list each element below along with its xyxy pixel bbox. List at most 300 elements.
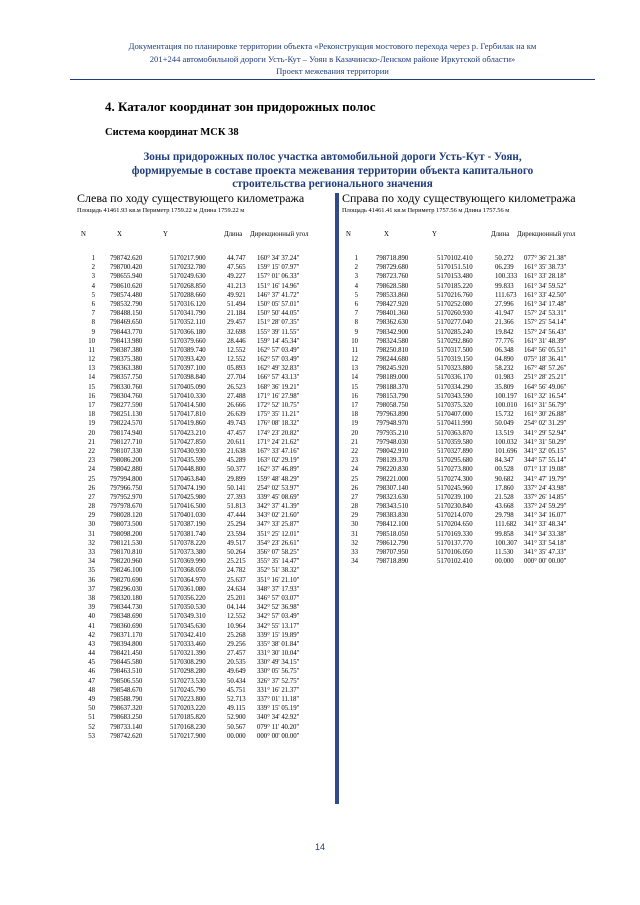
point-number: 2 <box>354 264 358 272</box>
segment-length: 52.900 <box>227 714 246 722</box>
coord-x: 798387.380 <box>110 346 143 354</box>
direction-angle: 160° 34' 37.24" <box>257 255 300 262</box>
point-number: 29 <box>88 512 95 520</box>
direction-angle: 151° 28' 07.35" <box>257 319 300 327</box>
document-title-line-2: формируемые в составе проекта межевания территории объекта капитального <box>131 164 534 177</box>
header-n: N <box>81 231 86 238</box>
table-row <box>77 511 334 520</box>
direction-angle: 162° 57' 03.49" <box>257 346 300 354</box>
table-row <box>342 493 602 502</box>
table-row <box>77 392 334 401</box>
coord-y: 5170416.500 <box>170 503 206 511</box>
table-row <box>77 401 334 410</box>
table-row <box>77 548 334 557</box>
point-number: 17 <box>351 402 358 409</box>
coord-y: 5170153.480 <box>437 273 473 281</box>
segment-length: 111.682 <box>495 521 517 529</box>
header-line-3: Проект межевания территории <box>276 66 389 76</box>
segment-length: 111.673 <box>495 291 517 299</box>
header-x: X <box>117 231 122 238</box>
coord-y: 5170277.040 <box>437 319 473 327</box>
coord-x: 798421.450 <box>110 650 143 658</box>
direction-angle: 167° 33' 47.16" <box>257 447 300 455</box>
segment-length: 32.698 <box>227 328 246 336</box>
point-number: 21 <box>351 438 358 446</box>
direction-angle: 161° 30' 26.88" <box>524 411 567 419</box>
segment-length: 49.743 <box>227 420 246 428</box>
coord-x: 798363.380 <box>110 365 143 373</box>
coord-x: 798723.760 <box>376 273 409 281</box>
section-title: 4. Каталог координат зон придорожных полос <box>105 99 376 114</box>
table-row <box>77 658 334 667</box>
table-row <box>342 401 602 410</box>
segment-length: 21.184 <box>227 310 246 318</box>
direction-angle: 176° 08' 18.32" <box>257 420 300 428</box>
header-x: X <box>384 231 389 238</box>
direction-angle: 162° 37' 46.89" <box>257 466 300 474</box>
point-number: 48 <box>88 686 95 694</box>
point-number: 33 <box>351 549 358 556</box>
table-row <box>342 502 602 511</box>
coord-y: 5170352.110 <box>170 319 206 327</box>
coord-y: 5170245.790 <box>170 686 206 694</box>
header-angle: Дирекционный угол <box>517 231 576 238</box>
coord-y: 5170379.660 <box>170 337 206 345</box>
point-number: 33 <box>88 549 95 556</box>
coord-y: 5170341.790 <box>170 310 206 318</box>
coord-y: 5170168.230 <box>170 723 206 731</box>
direction-angle: 337° 24' 59.29" <box>524 503 567 511</box>
coord-x: 798174.940 <box>110 429 143 437</box>
coord-x: 798413.980 <box>110 337 143 345</box>
header-angle: Дирекционный угол <box>250 231 309 238</box>
coord-x: 798588.790 <box>110 696 143 703</box>
direction-angle: 254° 02' 53.97" <box>257 484 300 492</box>
direction-angle: 164° 56' 05.51" <box>524 346 567 354</box>
left-heading: Слева по ходу существующего километража <box>77 191 305 205</box>
coord-x: 798463.510 <box>110 668 143 676</box>
coord-y: 5170239.100 <box>437 493 473 501</box>
coord-x: 798469.650 <box>110 319 143 327</box>
point-number: 27 <box>351 493 358 501</box>
point-number: 46 <box>88 668 95 676</box>
point-number: 28 <box>88 503 95 511</box>
point-number: 21 <box>88 438 95 446</box>
direction-angle: 342° 37' 41.39" <box>257 503 300 511</box>
table-row <box>77 364 334 373</box>
point-number: 24 <box>351 466 358 474</box>
coord-y: 5170410.330 <box>170 392 206 400</box>
point-number: 26 <box>351 484 358 492</box>
direction-angle: 171° 16' 27.98" <box>257 392 300 400</box>
table-row <box>342 383 602 392</box>
point-number: 5 <box>91 291 95 299</box>
table-row <box>342 364 602 373</box>
coord-x: 798139.370 <box>376 457 409 465</box>
coord-x: 798532.790 <box>110 300 143 308</box>
point-number: 51 <box>88 714 95 722</box>
coord-x: 797948.030 <box>376 438 409 446</box>
coord-x: 798153.790 <box>376 392 409 400</box>
point-number: 30 <box>351 521 358 529</box>
table-row <box>77 520 334 529</box>
table-row <box>77 465 334 474</box>
segment-length: 100.333 <box>495 273 518 281</box>
segment-length: 27.393 <box>227 493 246 501</box>
point-number: 30 <box>88 521 95 529</box>
segment-length: 01.983 <box>495 374 514 382</box>
table-row <box>77 493 334 502</box>
right-table-body <box>342 254 602 566</box>
point-number: 15 <box>88 383 95 391</box>
coord-x: 798742.620 <box>110 732 143 740</box>
table-row <box>342 373 602 382</box>
coord-x: 798220.960 <box>110 558 143 566</box>
point-number: 2 <box>91 264 95 272</box>
segment-length: 04.890 <box>495 356 514 364</box>
direction-angle: 167° 48' 57.26" <box>524 365 567 373</box>
coord-y: 5170398.840 <box>170 374 206 382</box>
coord-x: 798245.920 <box>376 365 409 373</box>
direction-angle: 356° 07' 58.25" <box>257 549 300 556</box>
point-number: 7 <box>354 310 358 318</box>
direction-angle: 331° 30' 10.04" <box>257 650 300 658</box>
segment-length: 51.813 <box>227 503 246 511</box>
left-column-headers <box>77 230 334 240</box>
direction-angle: 000° 00' 00.00" <box>257 732 300 740</box>
left-table-body <box>77 254 334 741</box>
segment-length: 41.213 <box>227 282 246 290</box>
point-number: 10 <box>88 337 95 345</box>
point-number: 18 <box>88 411 95 419</box>
coord-x: 798343.510 <box>376 503 409 511</box>
point-number: 8 <box>91 319 95 327</box>
coord-y: 5170359.580 <box>437 438 473 446</box>
coord-y: 5170430.930 <box>170 447 206 455</box>
segment-length: 52.713 <box>227 696 246 703</box>
segment-length: 29.457 <box>227 319 246 327</box>
table-row <box>77 291 334 300</box>
table-row <box>77 631 334 640</box>
segment-length: 26.639 <box>227 411 246 419</box>
coord-x: 798700.420 <box>110 264 143 272</box>
coord-y: 5170364.970 <box>170 576 206 584</box>
segment-length: 84.347 <box>495 457 514 465</box>
coord-x: 798320.180 <box>110 594 143 602</box>
direction-angle: 352° 51' 38.32" <box>257 567 300 575</box>
direction-angle: 162° 57' 03.49" <box>257 356 300 364</box>
column-divider <box>335 193 339 804</box>
direction-angle: 340° 34' 42.92" <box>257 714 300 722</box>
segment-length: 49.227 <box>227 273 246 281</box>
coord-y: 5170106.050 <box>437 549 473 556</box>
coord-x: 798251.130 <box>110 411 143 419</box>
segment-length: 25.201 <box>227 594 246 602</box>
direction-angle: 000° 00' 00.00" <box>524 558 567 566</box>
point-number: 42 <box>88 631 95 639</box>
direction-angle: 341° 32' 05.15" <box>524 447 567 455</box>
coord-x: 798610.620 <box>110 282 143 290</box>
direction-angle: 157° 24' 53.31" <box>524 310 567 318</box>
segment-length: 00.000 <box>227 732 246 740</box>
segment-length: 50.141 <box>227 484 246 492</box>
table-row <box>342 346 602 355</box>
coord-y: 5170214.070 <box>437 512 473 520</box>
coord-y: 5170230.840 <box>437 503 473 511</box>
coord-x: 798296.030 <box>110 585 143 593</box>
direction-angle: 151° 16' 14.96" <box>257 282 300 290</box>
table-row <box>77 640 334 649</box>
coord-x: 798028.120 <box>110 512 143 520</box>
direction-angle: 355° 35' 14.47" <box>257 558 300 566</box>
coord-y: 5170327.890 <box>437 447 473 455</box>
direction-angle: 331° 16' 21.37" <box>257 686 300 694</box>
coord-y: 5170361.080 <box>170 585 206 593</box>
direction-angle: 337° 01' 11.18" <box>257 696 300 703</box>
direction-angle: 330° 05' 56.75" <box>257 668 300 676</box>
point-number: 4 <box>354 282 358 290</box>
coord-y: 5170274.300 <box>437 475 473 483</box>
coord-x: 798718.890 <box>376 558 409 566</box>
coord-y: 5170397.100 <box>170 365 206 373</box>
direction-angle: 174° 23' 20.82" <box>257 429 300 437</box>
coord-x: 797935.210 <box>376 429 409 437</box>
coord-x: 798375.380 <box>110 356 143 364</box>
direction-angle: 254° 02' 31.29" <box>524 420 567 428</box>
point-number: 36 <box>88 576 95 584</box>
direction-angle: 162° 49' 32.83" <box>257 365 300 373</box>
coord-x: 797966.750 <box>110 484 143 492</box>
point-number: 12 <box>351 356 358 364</box>
coord-x: 798270.690 <box>110 576 143 584</box>
coord-x: 798107.330 <box>110 447 143 455</box>
table-row <box>77 328 334 337</box>
table-row <box>77 263 334 272</box>
table-row <box>77 475 334 484</box>
coord-x: 798742.620 <box>110 255 143 262</box>
coord-y: 5170414.500 <box>170 402 206 409</box>
coord-y: 5170295.680 <box>437 457 473 465</box>
document-title-line-3: строительства регионального значения <box>232 178 433 190</box>
segment-length: 17.860 <box>495 484 514 492</box>
point-number: 1 <box>91 255 95 262</box>
segment-length: 27.457 <box>227 650 246 658</box>
coord-y: 5170448.800 <box>170 466 206 474</box>
point-number: 43 <box>88 640 95 648</box>
direction-angle: 163° 02' 29.19" <box>257 457 300 465</box>
direction-angle: 166° 57' 43.13" <box>257 374 300 382</box>
point-number: 6 <box>91 300 95 308</box>
point-number: 7 <box>91 310 95 318</box>
segment-length: 11.530 <box>495 549 514 556</box>
table-row <box>77 594 334 603</box>
segment-length: 29.798 <box>495 512 514 520</box>
point-number: 44 <box>88 650 95 658</box>
direction-angle: 161° 33' 28.18" <box>524 273 567 281</box>
coord-x: 798073.500 <box>110 521 143 529</box>
direction-angle: 335° 38' 01.84" <box>257 640 300 648</box>
point-number: 31 <box>351 530 358 538</box>
coord-y: 5170366.180 <box>170 328 206 336</box>
coord-x: 798612.790 <box>376 539 409 547</box>
coord-x: 798246.100 <box>110 567 143 575</box>
coord-y: 5170169.330 <box>437 530 473 538</box>
direction-angle: 161° 31' 56.79" <box>524 402 567 409</box>
direction-angle: 339° 15' 05.19" <box>257 705 300 713</box>
coord-x: 798445.580 <box>110 659 143 667</box>
segment-length: 24.634 <box>227 585 246 593</box>
header-length: Длина <box>224 231 243 238</box>
page-number: 14 <box>314 842 325 852</box>
segment-length: 00.528 <box>495 466 514 474</box>
table-row <box>77 438 334 447</box>
coord-y: 5170308.290 <box>170 659 206 667</box>
segment-length: 27.996 <box>495 300 514 308</box>
table-row <box>77 337 334 346</box>
coord-x: 798098.200 <box>110 530 143 538</box>
segment-length: 20.535 <box>227 659 246 667</box>
segment-length: 50.264 <box>227 549 246 556</box>
coord-x: 798683.250 <box>110 714 143 722</box>
coord-y: 5170203.220 <box>170 705 206 713</box>
direction-angle: 337° 26' 14.85" <box>524 493 567 501</box>
coord-x: 798224.570 <box>110 420 143 428</box>
point-number: 45 <box>88 659 95 667</box>
coord-y: 5170334.290 <box>437 383 473 391</box>
point-number: 13 <box>351 365 358 373</box>
coord-x: 798729.680 <box>376 264 409 272</box>
segment-length: 41.947 <box>495 310 514 318</box>
segment-length: 27.488 <box>227 392 246 400</box>
coord-y: 5170185.220 <box>437 282 473 290</box>
coord-x: 798324.580 <box>376 337 409 345</box>
coord-x: 798443.770 <box>110 328 143 336</box>
coord-y: 5170288.660 <box>170 291 206 299</box>
table-row <box>342 447 602 456</box>
header-rule <box>70 79 595 80</box>
point-number: 22 <box>351 447 358 455</box>
point-number: 23 <box>351 457 358 465</box>
table-row <box>342 419 602 428</box>
coord-x: 798330.760 <box>110 383 143 391</box>
point-number: 20 <box>351 429 358 437</box>
segment-length: 101.696 <box>495 447 518 455</box>
coord-x: 798277.590 <box>110 402 143 409</box>
segment-length: 50.567 <box>227 723 246 731</box>
coord-y: 5170268.850 <box>170 282 206 290</box>
left-area-summary: Площадь 41461.93 кв.м Периметр 1759.22 м Длина 1759.22 м <box>77 207 245 214</box>
point-number: 16 <box>88 392 95 400</box>
direction-angle: 341° 31' 50.29" <box>524 438 567 446</box>
point-number: 22 <box>88 447 95 455</box>
coord-x: 798307.140 <box>376 484 409 492</box>
coord-x: 798058.750 <box>376 402 409 409</box>
coord-y: 5170252.080 <box>437 300 473 308</box>
coord-y: 5170356.220 <box>170 594 206 602</box>
segment-length: 24.782 <box>227 567 246 575</box>
right-side-catalog <box>342 192 602 566</box>
header-y: Y <box>432 231 437 238</box>
point-number: 25 <box>88 475 95 483</box>
segment-length: 26.666 <box>227 402 246 409</box>
direction-angle: 351° 25' 12.01" <box>257 530 300 538</box>
table-row <box>342 291 602 300</box>
coord-x: 798086.200 <box>110 457 143 465</box>
coord-x: 798042.910 <box>376 447 409 455</box>
direction-angle: 341° 35' 47.33" <box>524 549 567 556</box>
coord-y: 5170204.650 <box>437 521 473 529</box>
coord-y: 5170363.870 <box>437 429 473 437</box>
point-number: 9 <box>354 328 358 336</box>
right-area-summary: Площадь 41461.41 кв.м Периметр 1757.56 м Длина 1757.56 м <box>342 207 510 214</box>
point-number: 32 <box>88 539 95 547</box>
segment-length: 49.115 <box>227 705 246 713</box>
coord-y: 5170381.740 <box>170 530 206 538</box>
point-number: 6 <box>354 300 358 308</box>
direction-angle: 155° 39' 11.55" <box>257 328 300 336</box>
direction-angle: 168° 36' 19.21" <box>257 383 300 391</box>
table-row <box>77 456 334 465</box>
segment-length: 06.239 <box>495 264 514 272</box>
coord-y: 5170349.310 <box>170 613 206 621</box>
coord-y: 5170273.530 <box>170 677 206 685</box>
coord-x: 798707.950 <box>376 549 409 556</box>
segment-length: 100.010 <box>495 402 518 409</box>
direction-angle: 342° 57' 03.49" <box>257 613 300 621</box>
coord-y: 5170474.190 <box>170 484 206 492</box>
point-number: 14 <box>88 374 95 382</box>
coord-x: 798127.710 <box>110 438 143 446</box>
direction-angle: 157° 24' 56.43" <box>524 328 567 336</box>
table-row <box>77 419 334 428</box>
table-row <box>342 318 602 327</box>
coord-y: 5170217.900 <box>170 732 206 740</box>
coord-x: 798488.150 <box>110 310 143 318</box>
direction-angle: 346° 57' 03.07" <box>257 594 300 602</box>
coord-x: 798121.530 <box>110 539 143 547</box>
segment-length: 27.704 <box>227 374 246 382</box>
coord-y: 5170373.380 <box>170 549 206 556</box>
segment-length: 20.611 <box>227 438 246 446</box>
table-row <box>77 677 334 686</box>
segment-length: 49.517 <box>227 539 246 547</box>
coord-x: 798394.800 <box>110 640 143 648</box>
direction-angle: 150° 50' 44.05" <box>257 310 300 318</box>
table-row <box>77 622 334 631</box>
coord-y: 5170425.980 <box>170 493 206 501</box>
segment-length: 21.638 <box>227 447 246 455</box>
segment-length: 51.494 <box>227 300 246 308</box>
point-number: 8 <box>354 319 358 327</box>
point-number: 24 <box>88 466 95 474</box>
coord-y: 5170427.850 <box>170 438 206 446</box>
table-row <box>77 502 334 511</box>
point-number: 38 <box>88 594 95 602</box>
direction-angle: 159° 15' 07.97" <box>257 264 300 272</box>
segment-length: 35.809 <box>495 383 514 391</box>
table-row <box>77 300 334 309</box>
point-number: 27 <box>88 493 95 501</box>
segment-length: 47.565 <box>227 264 246 272</box>
coord-x: 798628.580 <box>376 282 409 290</box>
direction-angle: 341° 33' 48.34" <box>524 521 567 529</box>
direction-angle: 251° 28' 25.21" <box>524 374 567 382</box>
direction-angle: 071° 13' 19.08" <box>524 466 567 474</box>
coord-y: 5170423.210 <box>170 429 206 437</box>
table-row <box>77 667 334 676</box>
segment-length: 50.272 <box>495 255 514 262</box>
segment-length: 100.307 <box>495 539 518 547</box>
